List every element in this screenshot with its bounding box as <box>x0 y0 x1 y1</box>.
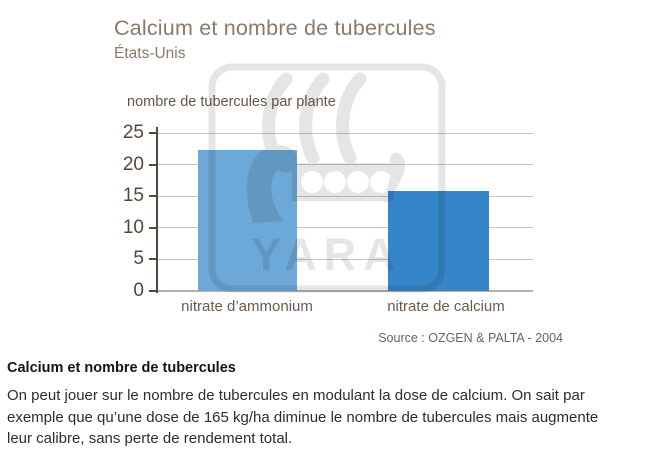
x-category-label: nitrate de calcium <box>387 298 505 315</box>
chart-subtitle: États-Unis <box>114 45 186 62</box>
y-tick-mark <box>149 227 156 229</box>
source-note: Source : OZGEN & PALTA - 2004 <box>378 331 563 345</box>
gridline <box>158 133 533 134</box>
x-category-label: nitrate d’ammonium <box>181 298 313 315</box>
watermark-wordmark: YARA <box>251 229 403 280</box>
y-tick-label: 5 <box>133 248 144 270</box>
y-tick-mark <box>149 195 156 197</box>
caption-body: On peut jouer sur le nombre de tubercules en modulant la dose de calcium. On sait par exemple que qu’une dose de 165 kg/ha diminue le nombre de tubercules mais augmente leur calibre, sans perte de rendement total. <box>7 387 599 447</box>
y-tick-label: 0 <box>133 280 144 301</box>
y-tick-mark <box>149 164 156 166</box>
y-tick-mark <box>149 132 156 134</box>
caption-heading: Calcium et nombre de tubercules <box>7 360 236 376</box>
y-axis-title: nombre de tubercules par plante <box>127 94 336 110</box>
bar-nitrate-calcium <box>388 191 489 291</box>
y-tick-mark <box>149 290 156 292</box>
y-tick-label: 10 <box>122 216 144 238</box>
y-tick-mark <box>149 258 156 260</box>
chart-title: Calcium et nombre de tubercules <box>114 16 436 40</box>
y-tick-label: 15 <box>122 185 144 207</box>
y-tick-label: 25 <box>122 122 144 143</box>
plot-area <box>122 122 533 315</box>
bar-nitrate-ammonium <box>198 150 297 291</box>
y-tick-label: 20 <box>122 153 144 175</box>
y-axis-line <box>156 127 158 293</box>
